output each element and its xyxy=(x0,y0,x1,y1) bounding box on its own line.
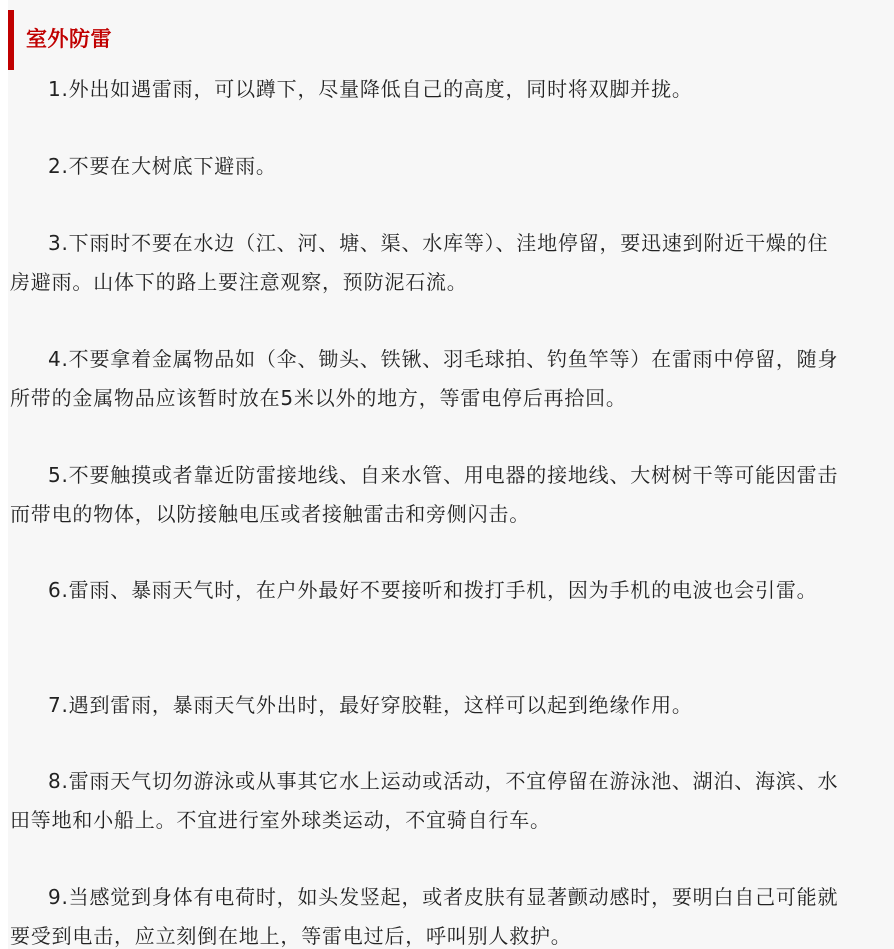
section-heading xyxy=(8,10,112,70)
list-item: 5.不要触摸或者靠近防雷接地线、自来水管、用电器的接地线、大树树干等可能因雷击而带电的物体，以防接触电压或者接触雷击和旁侧闪击。 xyxy=(10,463,839,526)
list-item: 1.外出如遇雷雨，可以蹲下，尽量降低自己的高度，同时将双脚并拢。 xyxy=(48,77,693,101)
list-item: 2.不要在大树底下避雨。 xyxy=(48,154,277,178)
list-item: 4.不要拿着金属物品如（伞、锄头、铁锹、羽毛球拍、钓鱼竿等）在雷雨中停留，随身所带的金属物品应该暂时放在5米以外的地方，等雷电停后再拾回。 xyxy=(10,347,839,410)
list-item: 7.遇到雷雨，暴雨天气外出时，最好穿胶鞋，这样可以起到绝缘作用。 xyxy=(48,693,693,717)
list-item: 8.雷雨天气切勿游泳或从事其它水上运动或活动，不宜停留在游泳池、湖泊、海滨、水田等地和小船上。不宜进行室外球类运动，不宜骑自行车。 xyxy=(10,769,839,832)
list-item: 9.当感觉到身体有电荷时，如头发竖起，或者皮肤有显著颤动感时，要明白自己可能就要受到电击，应立刻倒在地上，等雷电过后，呼叫别人救护。 xyxy=(10,885,839,948)
list-item: 6.雷雨、暴雨天气时，在户外最好不要接听和拨打手机，因为手机的电波也会引雷。 xyxy=(48,578,818,602)
section-title: 室外防雷 xyxy=(26,27,112,51)
list-item: 3.下雨时不要在水边（江、河、塘、渠、水库等）、洼地停留，要迅速到附近干燥的住房避雨。山体下的路上要注意观察，预防泥石流。 xyxy=(10,231,829,294)
heading-accent-bar xyxy=(8,10,14,70)
